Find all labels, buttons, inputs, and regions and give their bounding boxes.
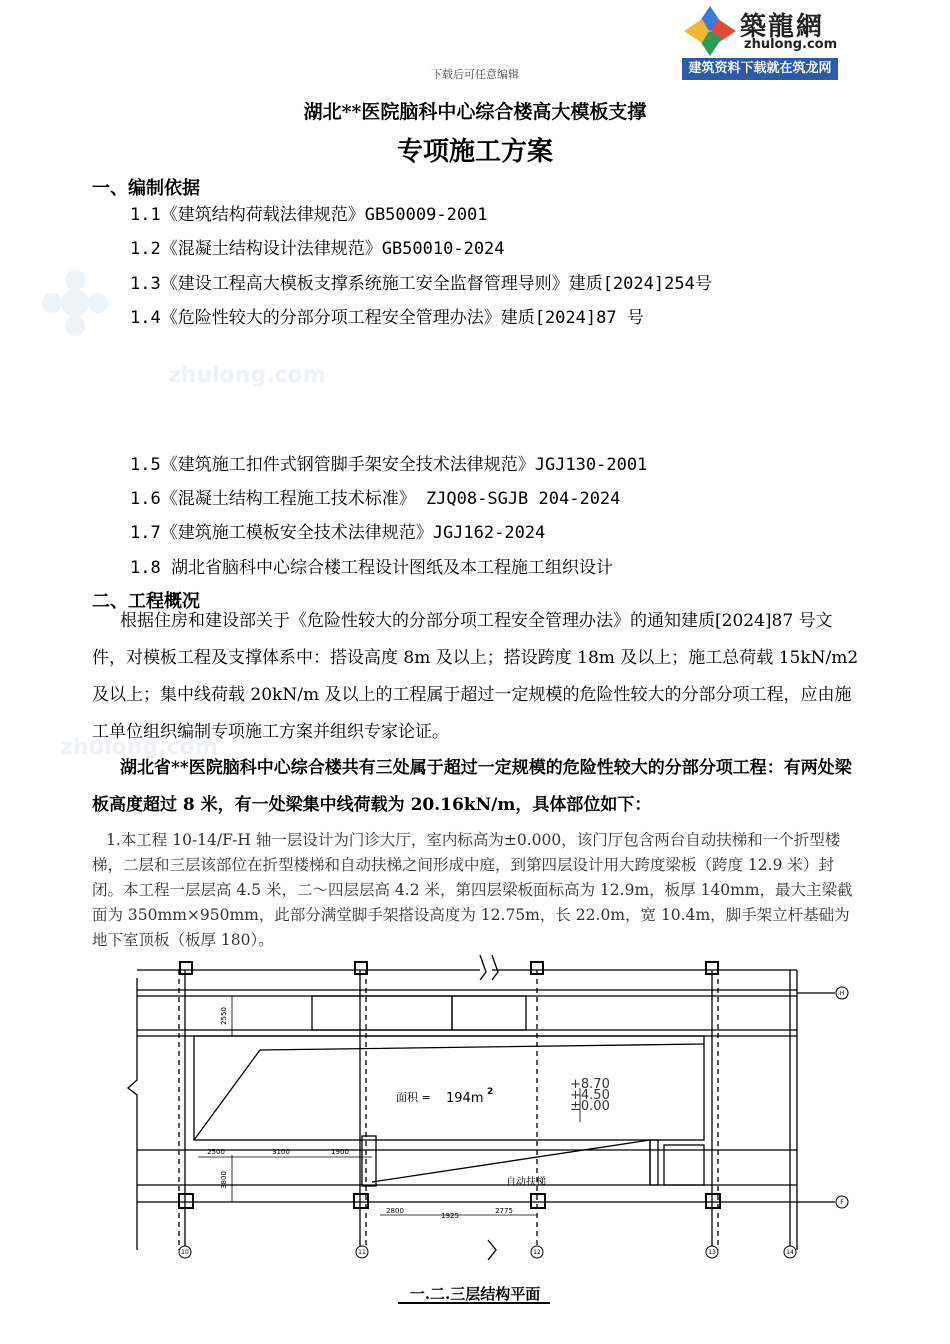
overview-paragraph-1	[92, 603, 862, 751]
ref-item: 1.1《建筑结构荷载法律规范》GB50009-2001	[130, 205, 488, 225]
overview-paragraph-2	[92, 750, 862, 824]
dim-2800: 2800	[386, 1207, 404, 1215]
area-label: 面积 =	[396, 1091, 431, 1104]
overview-paragraph-3-text: 1.本工程 10-14/F-H 轴一层设计为门诊大厅，室内标高为±0.000，该门厅包含两台自动扶梯和一个折型楼梯，二层和三层该部位在折型楼梯和自动扶梯之间形成中庭，到第四层设计用大跨度梁板（跨度 12.9 米）封闭。本工程一层层高 4.5 米，二～四层层高 4.2 米，第四层梁板面标高为 12.9m，板厚 140mm，最大主梁截面为 350mm×950mm，此部分满堂脚手架搭设高度为 12.75m，长 22.0m，宽 10.4m，脚手架立杆基础为地下室顶板（板厚 180）。	[92, 831, 853, 949]
ref-item: 1.8 湖北省脑科中心综合楼工程设计图纸及本工程施工组织设计	[130, 558, 613, 578]
area-value: 194m	[446, 1091, 484, 1106]
ref-item: 1.2《混凝土结构设计法律规范》GB50010-2024	[130, 239, 505, 259]
section1-heading: 一、编制依据	[92, 178, 200, 199]
area-superscript: 2	[487, 1087, 494, 1097]
logo-chinese-text: 築龍網	[740, 12, 825, 42]
structural-plan-drawing	[0, 950, 950, 1270]
axis-label-10: 10	[181, 1249, 189, 1256]
download-note: 下载后可任意编辑	[431, 68, 519, 81]
doc-title-line1: 湖北**医院脑科中心综合楼高大模板支撑	[303, 101, 647, 123]
dim-1900: 1900	[331, 1148, 349, 1156]
dim-2775: 2775	[495, 1207, 513, 1215]
watermark-flower-icon	[40, 268, 110, 338]
escalator-label: 自动扶梯	[506, 1177, 546, 1188]
ref-item: 1.5《建筑施工扣件式钢管脚手架安全技术法律规范》JGJ130-2001	[130, 455, 648, 475]
axis-label-14: 14	[786, 1249, 794, 1256]
elevation-3: ±0.00	[570, 1099, 610, 1114]
dim-2550: 2550	[220, 1007, 228, 1025]
dim-1925: 1925	[441, 1212, 459, 1220]
watermark-text: zhulong.com	[60, 735, 218, 760]
drawing-caption: 一.二.三层结构平面	[409, 1285, 541, 1303]
doc-title-line2: 专项施工方案	[396, 137, 553, 167]
dim-2500: 2500	[207, 1148, 225, 1156]
logo-url-text: zhulong.com	[744, 37, 838, 52]
axis-label-13: 13	[708, 1249, 716, 1256]
ref-item: 1.3《建设工程高大模板支撑系统施工安全监督管理导则》建质[2024]254号	[130, 274, 712, 294]
zhulong-logo-icon	[682, 4, 738, 58]
ref-item: 1.7《建筑施工模板安全技术法律规范》JGJ162-2024	[130, 523, 546, 543]
axis-label-12: 12	[533, 1249, 541, 1256]
axis-label-h: H	[839, 990, 845, 997]
logo-banner: 建筑资料下载就在筑龙网	[682, 58, 838, 80]
dim-3100: 3100	[272, 1148, 290, 1156]
axis-label-11: 11	[358, 1249, 366, 1256]
section2-heading: 二、工程概况	[92, 591, 200, 612]
dim-3800: 3800	[220, 1171, 228, 1189]
overview-paragraph-1-text: 根据住房和建设部关于《危险性较大的分部分项工程安全管理办法》的通知建质[2024]87 号文件，对模板工程及支撑体系中：搭设高度 8m 及以上；搭设跨度 18m 及以上；施工总荷载 15kN/m2 及以上；集中线荷载 20kN/m 及以上的工程属于超过一定规模的危险性较大的分部分项工程，应由施工单位组织编制专项施工方案并组织专家论证。	[92, 611, 859, 742]
ref-item: 1.6《混凝土结构工程施工技术标准》 ZJQ08-SGJB 204-2024	[130, 489, 621, 509]
axis-label-f: F	[840, 1199, 844, 1206]
elevation-2: +4.50	[570, 1088, 610, 1103]
ref-item: 1.4《危险性较大的分部分项工程安全管理办法》建质[2024]87 号	[130, 308, 644, 328]
elevation-1: +8.70	[570, 1077, 610, 1092]
overview-paragraph-3	[92, 828, 862, 953]
watermark-text: zhulong.com	[168, 363, 326, 388]
overview-paragraph-2-text: 湖北省**医院脑科中心综合楼共有三处属于超过一定规模的危险性较大的分部分项工程：有两处梁板高度超过 8 米，有一处梁集中线荷载为 20.16kN/m，具体部位如下：	[92, 758, 852, 815]
caption-underline	[398, 1302, 550, 1304]
